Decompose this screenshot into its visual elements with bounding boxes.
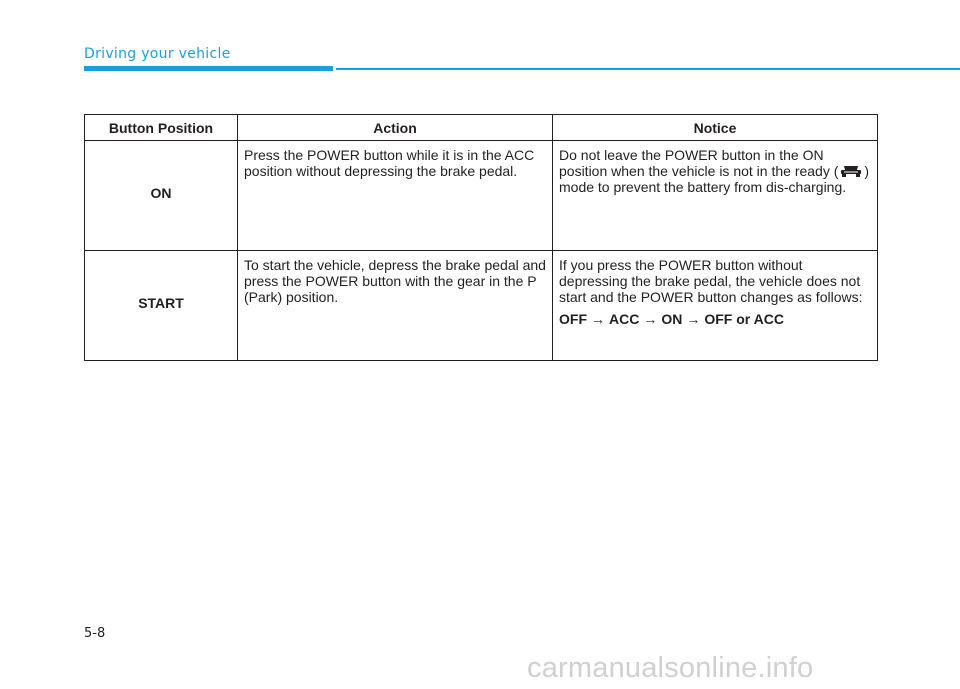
- header-rule-thin: [336, 68, 960, 70]
- notice-text-part: ) mode to prevent the battery from dis-charging.: [559, 163, 870, 195]
- table-row: [85, 251, 878, 361]
- button-position-cell: ON: [85, 141, 238, 251]
- page-number: 5-8: [84, 626, 106, 641]
- action-cell: Press the POWER button while it is in the ACC position without depressing the brake pedal.: [238, 141, 553, 251]
- section-title: Driving your vehicle: [84, 46, 231, 62]
- button-position-cell: START: [85, 251, 238, 361]
- arrow-right-icon: →: [686, 311, 701, 327]
- table-header-row: [85, 115, 878, 141]
- sequence-step: OFF: [559, 311, 587, 327]
- column-header-button-position: Button Position: [85, 115, 238, 141]
- sequence-step: OFF or ACC: [704, 311, 784, 327]
- power-button-table: [84, 114, 878, 361]
- notice-text-part: Do not leave the POWER button in the ON position when the vehicle is not in the ready (: [559, 147, 839, 179]
- header-rule-thick: [84, 66, 333, 71]
- arrow-right-icon: →: [591, 311, 605, 327]
- notice-cell: [553, 251, 878, 361]
- action-cell: To start the vehicle, depress the brake pedal and press the POWER button with the gear in the P (Park) position.: [238, 251, 553, 361]
- sequence-step: ON: [661, 311, 683, 327]
- table-row: [85, 141, 878, 251]
- column-header-action: Action: [238, 115, 553, 141]
- sequence-step: ACC: [609, 311, 640, 327]
- notice-cell: [553, 141, 878, 251]
- arrow-right-icon: →: [643, 311, 658, 327]
- watermark: carmanualsonline.info: [527, 652, 814, 684]
- notice-text: If you press the POWER button without depressing the brake pedal, the vehicle does not start and the POWER button changes as follows:: [559, 257, 863, 305]
- mode-sequence: [559, 311, 871, 327]
- column-header-notice: Notice: [553, 115, 878, 141]
- ready-indicator-icon: [840, 164, 862, 178]
